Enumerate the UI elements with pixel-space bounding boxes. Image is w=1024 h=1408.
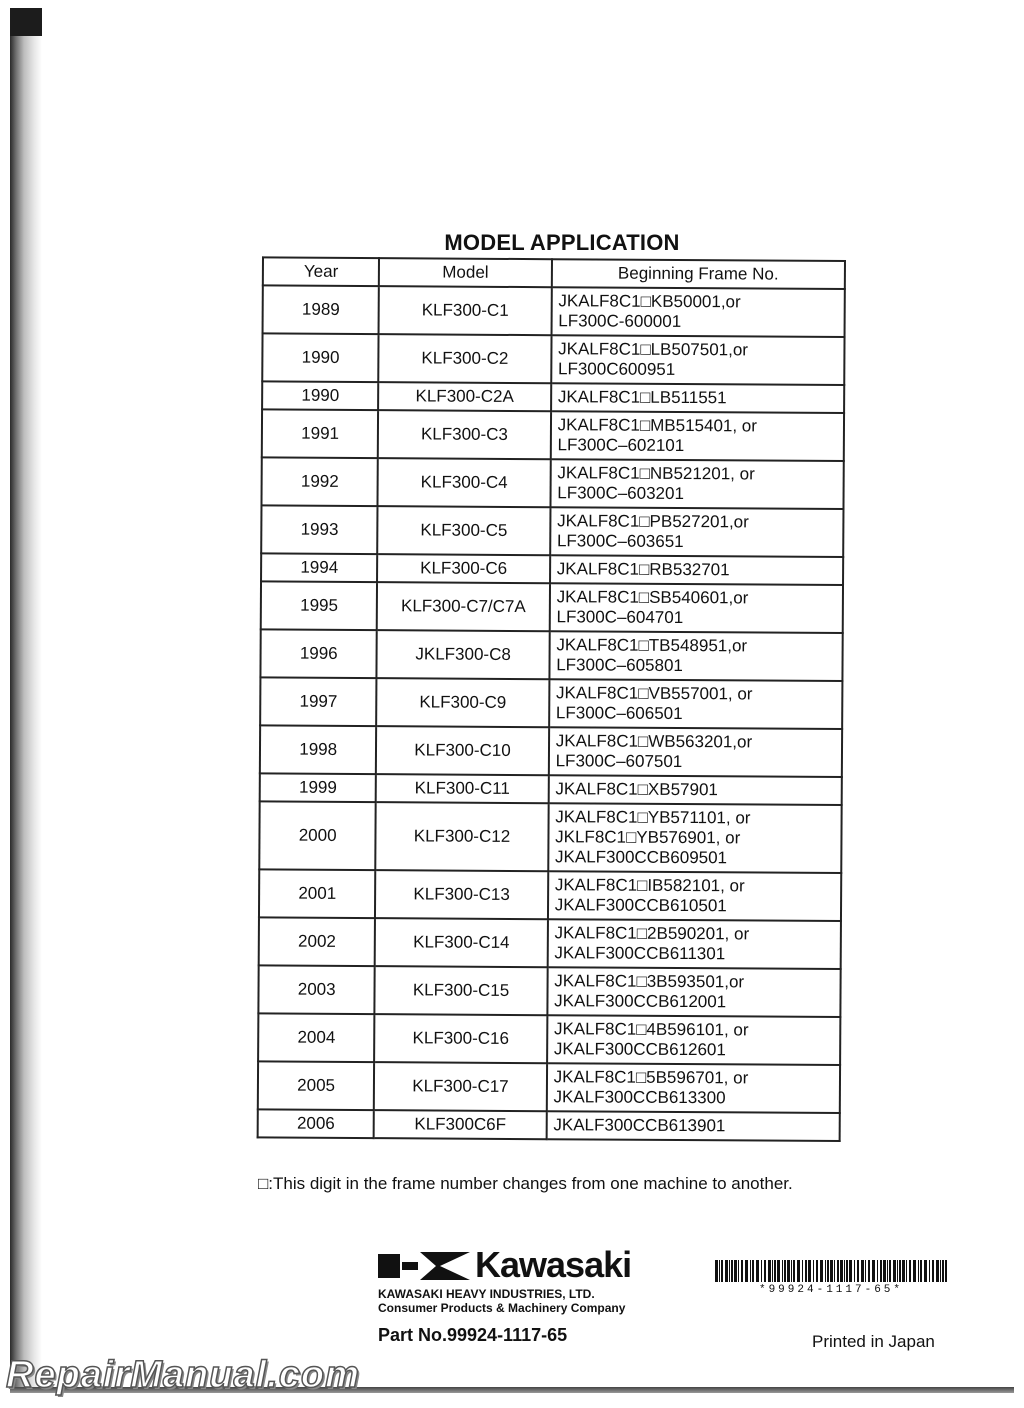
table-row [258,1109,840,1141]
barcode-bar [861,1260,864,1282]
barcode-bar [918,1260,919,1282]
frame-number-line: JKALF8C1□KB50001,or [558,291,741,312]
cell-model: KLF300-C9 [377,678,550,727]
cell-model: KLF300-C1 [379,286,552,335]
table-row [261,581,843,633]
barcode-bar [932,1260,934,1282]
cell-model: KLF300-C7/C7A [377,582,550,631]
table-row [260,725,842,777]
barcode-bar [734,1260,737,1282]
table-header-row [263,257,845,289]
table-row [261,553,843,585]
barcode-bar [721,1260,723,1282]
barcode-bar [731,1260,733,1282]
cell-year: 1992 [261,457,378,506]
barcode-bar [942,1260,944,1282]
cell-model: JKLF300-C8 [377,630,550,679]
cell-year: 2005 [258,1061,375,1110]
barcode-bar [854,1260,855,1282]
cell-model: KLF300-C13 [375,870,548,919]
company-line-1: KAWASAKI HEAVY INDUSTRIES, LTD. [378,1287,595,1301]
cell-model: KLF300C6F [374,1110,547,1139]
barcode-text: *99924-1117-65* [758,1284,904,1296]
frame-number-line: JKALF8C1□5B596701, or [553,1067,749,1088]
frame-number-line: JKALF8C1□3B593501,or [554,971,745,992]
frame-number-line: LF300C–605801 [556,655,683,676]
cell-year: 1999 [260,773,377,802]
frame-number-line: JKALF300CCB613300 [553,1087,726,1108]
barcode-bar [745,1260,748,1282]
cell-model: KLF300-C14 [375,918,548,967]
barcode-bar [813,1260,814,1282]
cell-year: 1991 [262,409,379,458]
cell-model: KLF300-C4 [378,458,551,507]
frame-number-line: JKALF8C1□SB540601,or [556,587,749,608]
table-row [261,505,843,557]
table-row [260,677,842,729]
table-row [259,801,841,873]
table-row [258,1013,840,1065]
frame-number-line: JKALF300CCB610501 [554,895,727,916]
table-row [260,773,842,805]
barcode-bar [846,1260,848,1282]
kawasaki-logo-text: Kawasaki [475,1244,632,1285]
scan-edge-top [10,8,42,36]
barcode-bar [791,1260,792,1282]
company-line-2: Consumer Products & Machinery Company [378,1301,626,1315]
table-row [261,457,843,509]
frame-number-line: LF300C–607501 [555,751,683,772]
cell-frame [548,871,842,921]
cell-model: KLF300-C10 [376,726,549,775]
barcode-bar [868,1260,870,1282]
table-row [262,381,844,413]
cell-year: 1997 [260,677,377,726]
printed-in: Printed in Japan [812,1332,935,1351]
barcode-bar [787,1260,790,1282]
frame-number-line: LF300C–603651 [556,531,684,552]
barcode-bar [840,1260,843,1282]
barcode-bar [872,1260,875,1282]
cell-frame [548,803,842,873]
frame-number-line: JKALF8C1□IB582101, or [554,875,745,896]
cell-year: 2003 [258,965,375,1014]
frame-number-line: JKALF8C1□WB563201,or [555,731,753,752]
barcode-bar [761,1260,762,1282]
cell-year: 2000 [259,801,376,870]
part-number: Part No.99924-1117-65 [378,1325,568,1345]
frame-number-line: JKLF8C1□YB576901, or [555,827,741,848]
frame-number-line: JKALF8C1□MB515401, or [557,415,758,436]
cell-year: 1990 [262,381,379,410]
watermark: RepairManual.com [6,1354,360,1396]
barcode-bar [750,1260,751,1282]
barcode-bar [897,1260,898,1282]
cell-model: KLF300-C11 [376,774,549,803]
frame-number-line: JKALF300CCB613901 [553,1115,726,1136]
barcode-bar [889,1260,891,1282]
barcode-bar [834,1260,835,1282]
barcode-bar [844,1260,845,1282]
barcode-bar [797,1260,800,1282]
cell-frame [550,459,844,509]
barcode-bar [865,1260,866,1282]
cell-frame [550,555,843,585]
frame-number-line: JKALF8C1□LB507501,or [558,339,749,360]
cell-year: 2002 [259,917,376,966]
barcode-bar [913,1260,916,1282]
barcode-bar [820,1260,823,1282]
barcode-bar [764,1260,766,1282]
cell-year: 1990 [262,333,379,382]
cell-model: KLF300-C6 [377,554,550,583]
barcode-bar [940,1260,941,1282]
table-row [262,333,844,385]
cell-frame [546,1063,840,1113]
cell-year: 2001 [259,869,376,918]
barcode-bar [768,1260,771,1282]
barcode-bar [756,1260,759,1282]
barcode-bar [782,1260,783,1282]
cell-frame [551,383,844,413]
barcode-bar [830,1260,833,1282]
barcode-bar [784,1260,786,1282]
cell-frame [546,1111,839,1141]
barcode-bar [849,1260,852,1282]
cell-frame [551,287,845,337]
barcode-bar [738,1260,739,1282]
cell-model: KLF300-C16 [374,1014,547,1063]
cell-model: KLF300-C12 [376,802,549,871]
cell-model: KLF300-C5 [378,506,551,555]
table-row [263,285,845,337]
cell-model: KLF300-C15 [375,966,548,1015]
table-row [259,917,841,969]
barcode-bar [772,1260,773,1282]
model-application-table [257,256,846,1142]
barcode-bar [805,1260,807,1282]
cell-frame [550,507,844,557]
barcode-bar [929,1260,930,1282]
barcode-bar [719,1260,720,1282]
table-row [259,869,841,921]
barcode-bar [741,1260,743,1282]
barcode-bar [777,1260,780,1282]
barcode-bar [827,1260,829,1282]
cell-frame [547,967,841,1017]
cell-year: 1994 [261,553,378,582]
barcode-bar [924,1260,927,1282]
frame-number-line: LF300C–603201 [557,483,685,504]
page-title: MODEL APPLICATION [444,230,680,255]
cell-year: 1995 [261,581,378,630]
cell-year: 1993 [261,505,378,554]
barcode-bar [793,1260,795,1282]
cell-frame [547,1015,841,1065]
frame-number-line: LF300C-600001 [558,311,682,331]
barcode-bar [877,1260,878,1282]
cell-frame [550,411,844,461]
frame-number-line: JKALF8C1□RB532701 [556,559,730,580]
barcode-bar [909,1260,911,1282]
footnote: □:This digit in the frame number changes from one machine to another. [258,1174,793,1193]
barcode-bar [729,1260,730,1282]
barcode-bar [899,1260,901,1282]
barcode-bar [880,1260,882,1282]
frame-number-line: JKALF8C1□XB57901 [555,779,718,800]
frame-number-line: LF300C–606501 [555,703,683,724]
cell-model: KLF300-C17 [374,1062,547,1111]
barcode-bar [936,1260,939,1282]
cell-frame [549,679,843,729]
barcode-bar [808,1260,811,1282]
barcode-bar [802,1260,803,1282]
header-model: Model [379,258,552,287]
cell-model: KLF300-C2 [379,334,552,383]
cell-year: 1998 [260,725,377,774]
header-year: Year [263,257,380,286]
company-name [378,1287,625,1315]
frame-number-line: JKALF300CCB612601 [553,1039,726,1060]
cell-frame [549,631,843,681]
frame-number-line: LF300C–604701 [556,607,684,628]
scan-edge-left [10,8,42,1393]
frame-number-line: JKALF8C1□TB548951,or [556,635,748,656]
barcode-bar [816,1260,818,1282]
cell-frame [548,775,841,805]
table-row [260,629,842,681]
barcode-bar [752,1260,754,1282]
barcode-bar [902,1260,905,1282]
barcode-bar [906,1260,907,1282]
frame-number-line: LF300C–602101 [557,435,685,456]
barcode-bar [825,1260,826,1282]
frame-number-line: JKALF300CCB612001 [554,991,727,1012]
cell-frame [549,583,843,633]
table-row [258,1061,840,1113]
barcode-bar [945,1260,947,1282]
barcode-bar [725,1260,728,1282]
barcode-bar [893,1260,896,1282]
cell-model: KLF300-C2A [378,382,551,411]
frame-number-line: JKALF8C1□4B596101, or [553,1019,749,1040]
barcode-bar [774,1260,776,1282]
barcode-bar [887,1260,888,1282]
frame-number-line: JKALF8C1□NB521201, or [557,463,755,484]
frame-number-line: JKALF8C1□2B590201, or [554,923,750,944]
frame-number-line: JKALF300CCB609501 [554,847,728,868]
barcode [715,1260,947,1282]
frame-number-line: LF300C600951 [557,359,676,379]
frame-number-line: JKALF8C1□PB527201,or [557,511,749,532]
header-frame: Beginning Frame No. [552,259,845,289]
barcode-bar [837,1260,839,1282]
table-body [258,285,845,1141]
barcode-bar [715,1260,718,1282]
frame-number-line: JKALF8C1□LB511551 [557,387,727,408]
table-row [258,965,840,1017]
cell-frame [551,335,845,385]
frame-number-line: JKALF300CCB611301 [554,943,726,964]
barcode-bar [883,1260,886,1282]
cell-frame [549,727,843,777]
frame-number-line: JKALF8C1□VB557001, or [555,683,753,704]
frame-number-line: JKALF8C1□YB571101, or [555,807,751,828]
barcode-bar [857,1260,859,1282]
cell-model: KLF300-C3 [378,410,551,459]
cell-year: 2004 [258,1013,375,1062]
cell-year: 1989 [263,285,380,334]
table-row [262,409,844,461]
cell-year: 1996 [260,629,377,678]
cell-year: 2006 [258,1109,375,1138]
barcode-bar [920,1260,922,1282]
cell-frame [547,919,841,969]
